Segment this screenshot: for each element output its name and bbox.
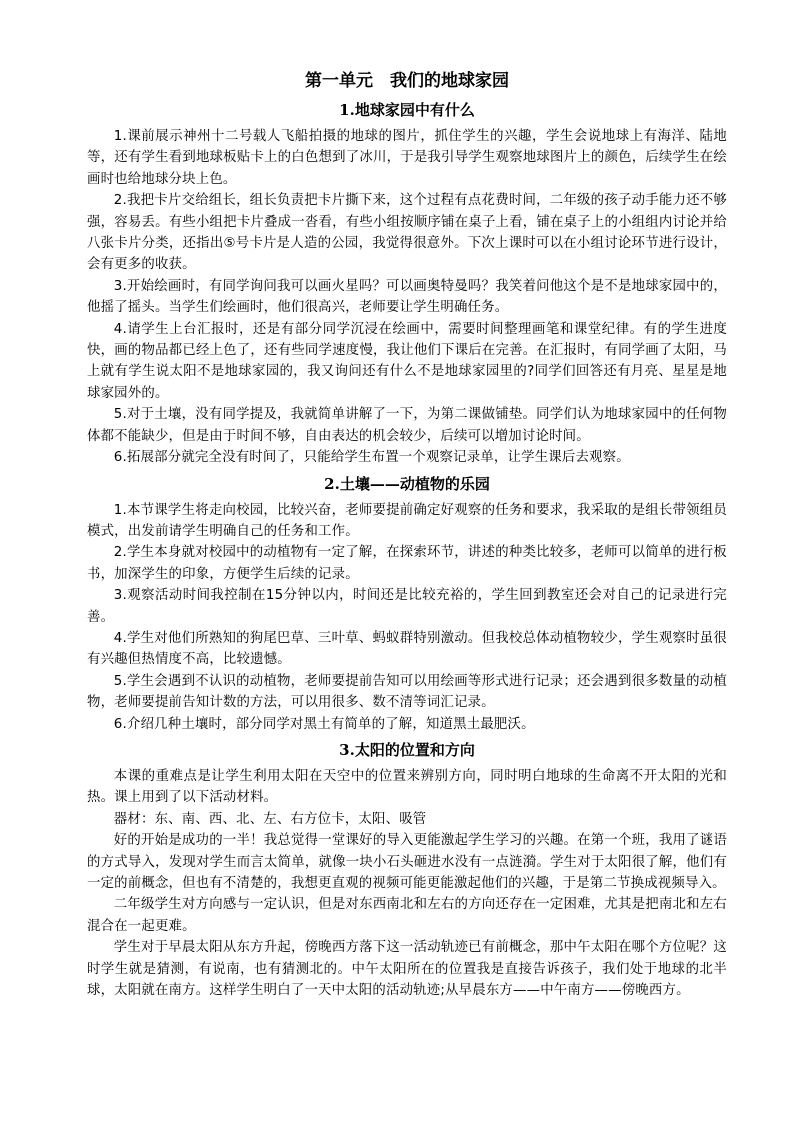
paragraph: 1.课前展示神州十二号载人飞船拍摄的地球的图片，抓住学生的兴趣，学生会说地球上有海洋、陆地等，还有学生看到地球板贴卡上的白色想到了冰川，于是我引导学生观察地球图片上的颜色，后续学生在绘画时也给地球分块上色。 [87,129,727,187]
document-title: 第一单元 我们的地球家园 [305,71,509,91]
paragraph: 2.我把卡片交给组长，组长负责把卡片撕下来，这个过程有点花费时间，二年级的孩子动手能力还不够强，容易丢。有些小组把卡片叠成一沓看，有些小组按顺序铺在桌子上看，铺在桌子上的小组组内讨论并给八张卡片分类，还指出⑤号卡片是人造的公园，我觉得很意外。下次上课时可以在小组讨论环节进行设计，会有更多的收获。 [87,193,727,273]
paragraph: 5.对于土壤，没有同学提及，我就简单讲解了一下，为第二课做铺垫。同学们认为地球家园中的任何物体都不能缺少，但是由于时间不够，自由表达的机会较少，后续可以增加讨论时间。 [87,407,727,444]
section-2 [87,474,727,735]
paragraph: 好的开始是成功的一半！我总觉得一堂课好的导入更能激起学生学习的兴趣。在第一个班，我用了谜语的方式导入，发现对学生而言太简单，就像一块小石头砸进水没有一点涟漪。学生对于太阳很了解，他们有一定的前概念，但也有不清楚的，我想更直观的视频可能更能激起他们的兴趣，于是第二节换成视频导入。 [87,833,727,891]
paragraph: 5.学生会遇到不认识的动植物，老师要提前告知可以用绘画等形式进行记录；还会遇到很多数量的动植物，老师要提前告知计数的方法，可以用很多、数不清等词汇记录。 [87,673,727,711]
paragraph: 4.请学生上台汇报时，还是有部分同学沉浸在绘画中，需要时间整理画笔和课堂纪律。有的学生进度快，画的物品都已经上色了，还有些同学速度慢，我让他们下课后在完善。在汇报时，有同学画了太阳，马上就有学生说太阳不是地球家园的，我又询问还有什么不是地球家园里的?同学们回答还有月亮、星星是地球家园外的。 [87,321,727,401]
paragraph: 3.观察活动时间我控制在15分钟以内，时间还是比较充裕的，学生回到教室还会对自己的记录进行完善。 [87,588,727,625]
section-1 [87,100,727,469]
paragraph: 6.介绍几种土壤时，部分同学对黑土有简单的了解，知道黑土最肥沃。 [113,716,535,732]
paragraph: 学生对于早晨太阳从东方升起，傍晚西方落下这一活动轨迹已有前概念，那中午太阳在哪个方位呢？这时学生就是猜测，有说南，也有猜测北的。中午太阳所在的位置我是直接告诉孩子，我们处于地球的北半球，太阳就在南方。这样学生明白了一天中太阳的活动轨迹;从早晨东方——中午南方——傍晚西方。 [87,940,727,999]
section-heading: 1.地球家园中有什么 [339,101,475,119]
section-3 [87,740,727,1001]
paragraph: 器材：东、南、西、北、左、右方位卡，太阳、吸管 [113,811,427,827]
paragraph: 2.学生本身就对校园中的动植物有一定了解，在探索环节，讲述的种类比较多，老师可以简单的进行板书，加深学生的印象，方便学生后续的记录。 [87,545,727,582]
section-heading: 3.太阳的位置和方向 [339,740,475,759]
paragraph: 4.学生对他们所熟知的狗尾巴草、三叶草、蚂蚁群特别激动。但我校总体动植物较少，学生观察时虽很有兴趣但热情度不高，比较遗憾。 [87,630,727,668]
paragraph: 1.本节课学生将走向校园，比较兴奋，老师要提前确定好观察的任务和要求，我采取的是组长带领组员模式，出发前请学生明确自己的任务和工作。 [87,502,727,539]
paragraph: 6.拓展部分就完全没有时间了，只能给学生布置一个观察记录单，让学生课后去观察。 [113,450,630,466]
document-page [87,62,727,1001]
section-heading: 2.土壤——动植物的乐园 [324,474,490,493]
paragraph: 3.开始绘画时，有同学询问我可以画火星吗？可以画奥特曼吗？我笑着问他这个是不是地球家园中的，他摇了摇头。当学生们绘画时，他们很高兴，老师要让学生明确任务。 [87,278,727,316]
paragraph: 二年级学生对方向感与一定认识，但是对东西南北和左右的方向还存在一定困难，尤其是把南北和左右混合在一起更难。 [87,897,727,934]
paragraph: 本课的重难点是让学生利用太阳在天空中的位置来辨别方向，同时明白地球的生命离不开太阳的光和热。课上用到了以下活动材料。 [87,768,727,806]
